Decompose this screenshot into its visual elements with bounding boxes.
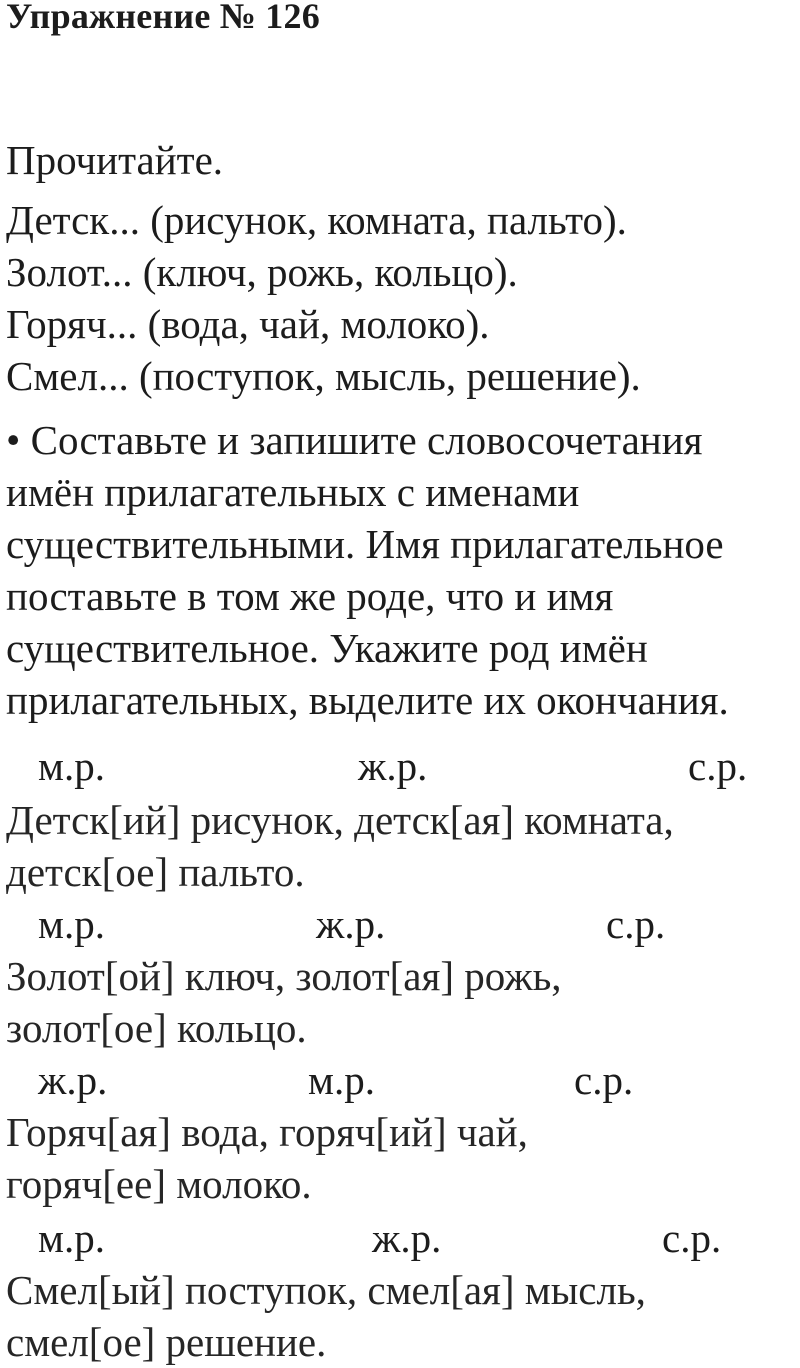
answer-line: Смел[ый] поступок, смел[ая] мысль,: [6, 1267, 646, 1313]
phrase-line-1: Детск... (рисунок, комната, пальто).: [6, 197, 627, 243]
gender-label: ж.р.: [372, 1215, 442, 1261]
answer-line: детск[ое] пальто.: [6, 849, 305, 895]
phrase-line-4: Смел... (поступок, мысль, решение).: [6, 353, 641, 399]
phrase-line-3: Горяч... (вода, чай, молоко).: [6, 301, 490, 347]
gender-label: с.р.: [606, 901, 666, 947]
answer-line: золот[ое] кольцо.: [6, 1005, 307, 1051]
task-line-2: имён прилагательных с именами: [6, 469, 580, 515]
gender-label: с.р.: [662, 1215, 722, 1261]
instruction-read: Прочитайте.: [6, 137, 224, 183]
task-line-5: существительное. Укажите род имён: [6, 625, 648, 671]
task-line-6: прилагательных, выделите их окончания.: [6, 677, 729, 723]
answer-line: Детск[ий] рисунок, детск[ая] комната,: [6, 797, 674, 843]
gender-label: с.р.: [574, 1057, 634, 1103]
task-line-3: существительными. Имя прилагательное: [6, 521, 724, 567]
gender-label: м.р.: [38, 743, 105, 789]
gender-label: ж.р.: [316, 901, 386, 947]
answer-line: Золот[ой] ключ, золот[ая] рожь,: [6, 953, 562, 999]
gender-label: ж.р.: [38, 1057, 108, 1103]
gender-label: с.р.: [688, 743, 748, 789]
gender-label: ж.р.: [358, 743, 428, 789]
gender-label: м.р.: [308, 1057, 375, 1103]
task-line-1: • Составьте и запишите словосочетания: [6, 417, 703, 463]
gender-label: м.р.: [38, 1215, 105, 1261]
gender-label: м.р.: [38, 901, 105, 947]
answer-line: смел[ое] решение.: [6, 1319, 327, 1365]
answer-line: Горяч[ая] вода, горяч[ий] чай,: [6, 1109, 528, 1155]
exercise-title: Упражнение № 126: [6, 0, 320, 36]
phrase-line-2: Золот... (ключ, рожь, кольцо).: [6, 249, 518, 295]
answer-line: горяч[ее] молоко.: [6, 1161, 312, 1207]
task-line-4: поставьте в том же роде, что и имя: [6, 573, 614, 619]
